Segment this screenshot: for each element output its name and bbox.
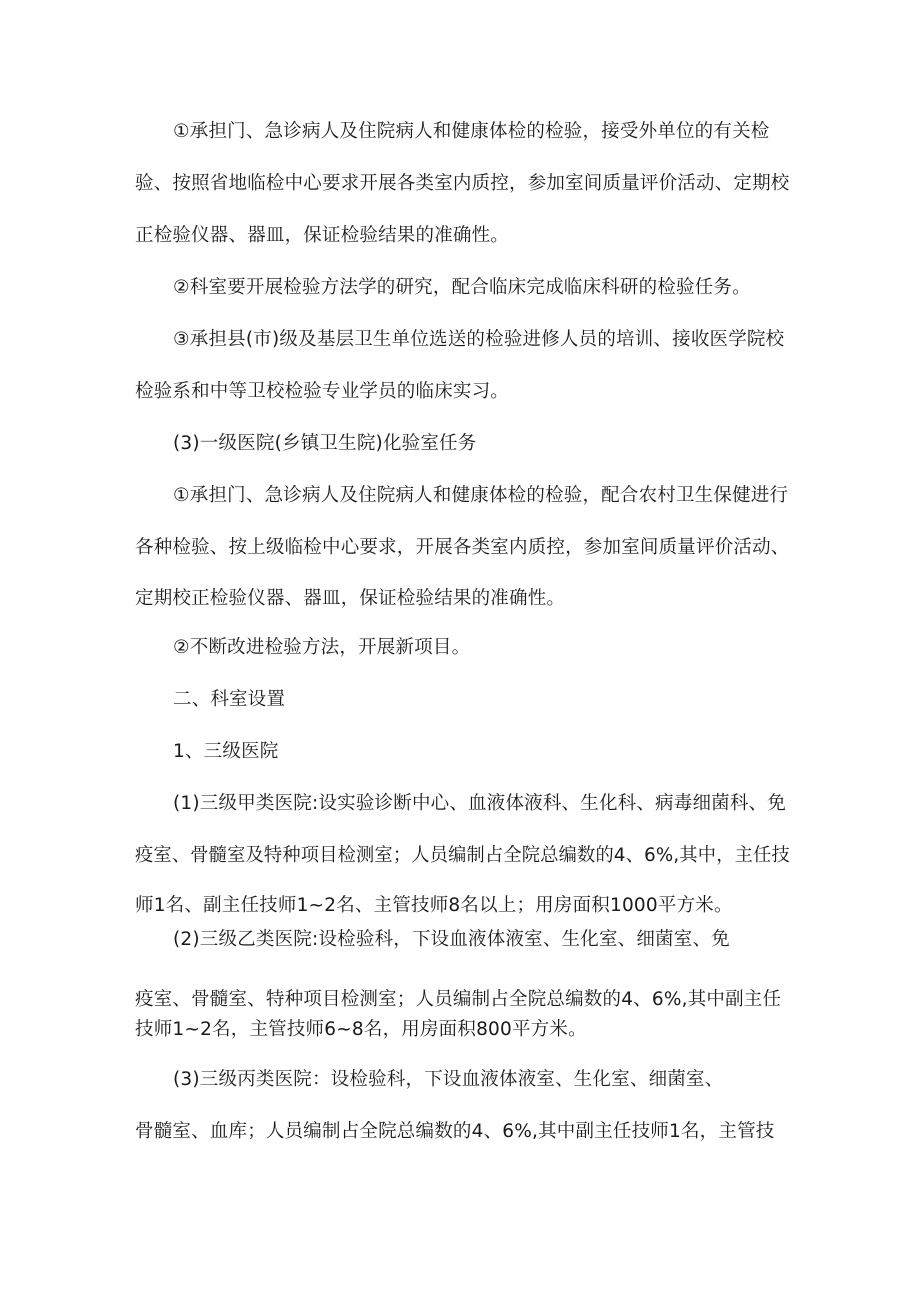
paragraph-line: (1)三级甲类医院:设实验诊断中心、血液体液科、生化科、病毒细菌科、免 — [173, 793, 786, 814]
paragraph-line: ②不断改进检验方法，开展新项目。 — [173, 637, 471, 658]
paragraph-line: 各种检验、按上级临检中心要求，开展各类室内质控，参加室间质量评价活动、 — [135, 537, 790, 558]
paragraph-line: 师1名、副主任技师1~2名、主管技师8名以上；用房面积1000平方米。 — [135, 895, 733, 916]
section-heading: 二、科室设置 — [173, 689, 286, 710]
paragraph-line: 定期校正检验仪器、器皿，保证检验结果的准确性。 — [135, 588, 566, 609]
paragraph-line: 技师1~2名，主管技师6~8名，用房面积800平方米。 — [135, 1019, 587, 1040]
paragraph-line: 检验系和中等卫校检验专业学员的临床实习。 — [135, 381, 510, 402]
paragraph-line: ①承担门、急诊病人及住院病人和健康体检的检验，配合农村卫生保健进行 — [173, 485, 789, 506]
paragraph-line: 正检验仪器、器皿，保证检验结果的准确性。 — [135, 225, 510, 246]
paragraph-line: (3)三级丙类医院：设检验科，下设血液体液室、生化室、细菌室、 — [173, 1069, 724, 1090]
paragraph-line: 验、按照省地临检中心要求开展各类室内质控，参加室间质量评价活动、定期校 — [135, 173, 790, 194]
subsection-heading: (3)一级医院(乡镇卫生院)化验室任务 — [173, 433, 477, 454]
paragraph-line: 疫室、骨髓室及特种项目检测室；人员编制占全院总编数的4、6%,其中，主任技 — [135, 845, 790, 866]
subsection-heading: 1、三级医院 — [173, 741, 279, 762]
paragraph-line: ③承担县(市)级及基层卫生单位选送的检验进修人员的培训、接收医学院校 — [173, 329, 785, 350]
paragraph-line: ②科室要开展检验方法学的研究，配合临床完成临床科研的检验任务。 — [173, 277, 751, 298]
paragraph-line: (2)三级乙类医院:设检验科，下设血液体液室、生化室、细菌室、免 — [173, 929, 730, 950]
paragraph-line: ①承担门、急诊病人及住院病人和健康体检的检验，接受外单位的有关检 — [173, 121, 770, 142]
paragraph-line: 骨髓室、血库；人员编制占全院总编数的4、6%,其中副主任技师1名，主管技 — [135, 1121, 775, 1142]
paragraph-line: 疫室、骨髓室、特种项目检测室；人员编制占全院总编数的4、6%,其中副主任 — [135, 989, 782, 1010]
